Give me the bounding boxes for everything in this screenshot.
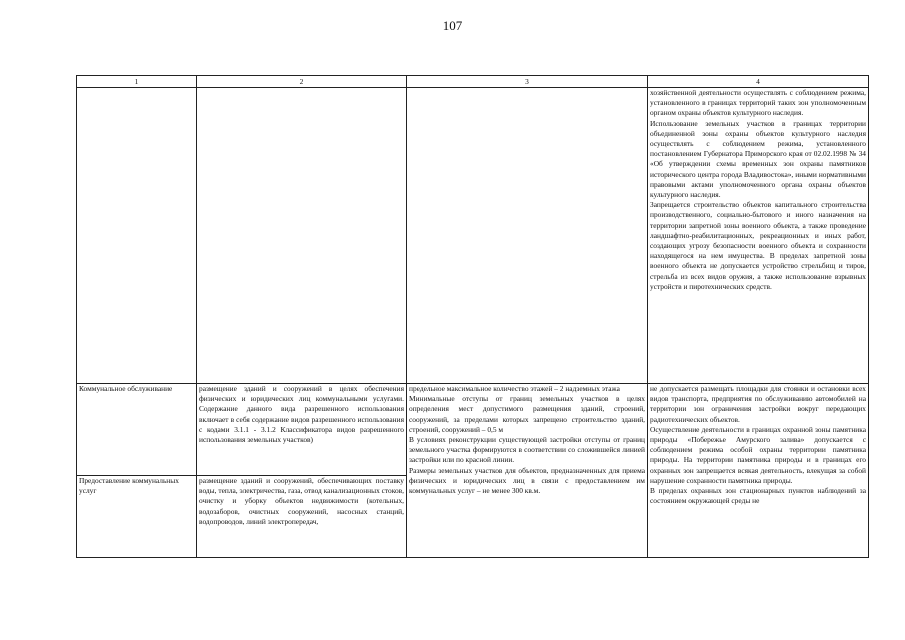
page-number: 107 (442, 18, 463, 33)
col3-paragraph: Минимальные отступы от границ земельных участков в целях определения мест допустимого размещения зданий, строений, сооружений, за пределами которых запрещено строительство зданий, строений, сооружений – 0,5 м (409, 394, 645, 434)
col4-paragraph: Осуществление деятельности в границах охранной зоны памятника природы «Побережье Амурского залива» допускается с соблюдением режима особой охраны территории памятника природы. На территории памятника природы и в границах его охранных зон запрещается всякая деятельность, влекущая за собой нарушение сохранности памятника природы. (650, 424, 866, 485)
table-row (77, 88, 869, 384)
row1-col4-paragraph: Использование земельных участков в границах территории объединенной зоны охраны объектов культурного наследия осуществлять с соблюдением режима, установленного постановлением Губернатора Приморского края от 02.02.1998 № 34 «Об утверждении схемы временных зон охраны памятников исторического центра города Владивостока», иными нормативными правовыми актами уполномоченного органа охраны объектов культурного наследия. (650, 118, 866, 200)
header-cell-1: 1 (77, 76, 197, 88)
col3-paragraph: предельное максимальное количество этажей – 2 надземных этажа (409, 384, 620, 393)
row1-col2 (197, 88, 407, 384)
header-cell-2: 2 (197, 76, 407, 88)
row1-col4-paragraph: Запрещается строительство объектов капитального строительства производственного, социально-бытового и иного назначения на территории запретной зоны военного объекта, а также проведение ландшафтно-реабилитационных, рекреационных и иных работ, создающих угрозу безопасности военного объекта и сохранности находящегося на нем имущества. В пределах запретной зоны военного объекта не допускается устройство стрельбищ и тиров, стрельба из всех видов оружия, а также использование взрывных устройств и пиротехнических средств. (650, 200, 866, 291)
col3-paragraph: Размеры земельных участков для объектов, предназначенных для приема физических и юридических лиц в связи с предоставлением им коммунальных услуг – не менее 300 кв.м. (409, 465, 645, 496)
row3-col1: Предоставление коммунальных услуг (77, 476, 197, 558)
header-cell-4: 4 (648, 76, 869, 88)
row1-col4-paragraph: хозяйственной деятельности осуществлять с соблюдением режима, установленного в границах территорий таких зон уполномоченным органом охраны объектов культурного наследия. (650, 88, 866, 118)
table-header-row (77, 76, 869, 88)
merged-col3 (407, 384, 648, 558)
col3-paragraph: В условиях реконструкции существующей застройки отступы от границ земельного участка формируются в соответствии со сложившейся линией застройки или по красной линии. (409, 435, 645, 465)
table-row (77, 384, 869, 476)
row2-col2: размещение зданий и сооружений в целях обеспечения физических и юридических лиц коммунальными услугами. Содержание данного вида разрешенного использования включает в себя содержание видов разрешенного использования с кодами 3.1.1 - 3.1.2 Классификатора видов разрешенного использования земельных участков) (197, 384, 407, 476)
merged-col4 (648, 384, 869, 558)
header-cell-3: 3 (407, 76, 648, 88)
row3-col2: размещение зданий и сооружений, обеспечивающих поставку воды, тепла, электричества, газа, отвод канализационных стоков, очистку и уборку объектов недвижимости (котельных, водозаборов, очистных сооружений, насосных станций, водопроводов, линий электропередач, (197, 476, 407, 558)
row1-col1 (77, 88, 197, 384)
col4-paragraph: не допускается размещать площадки для стоянки и остановки всех видов транспорта, предприятия по обслуживанию автомобилей на территории зон ограничения застройки вокруг передающих радиотехнических объектов. (650, 384, 866, 424)
row2-col1: Коммунальное обслуживание (77, 384, 197, 476)
regulations-table (76, 75, 869, 558)
col4-paragraph: В пределах охранных зон стационарных пунктов наблюдений за состоянием окружающей среды не (650, 486, 866, 506)
row1-col3 (407, 88, 648, 384)
row1-col4 (648, 88, 869, 384)
